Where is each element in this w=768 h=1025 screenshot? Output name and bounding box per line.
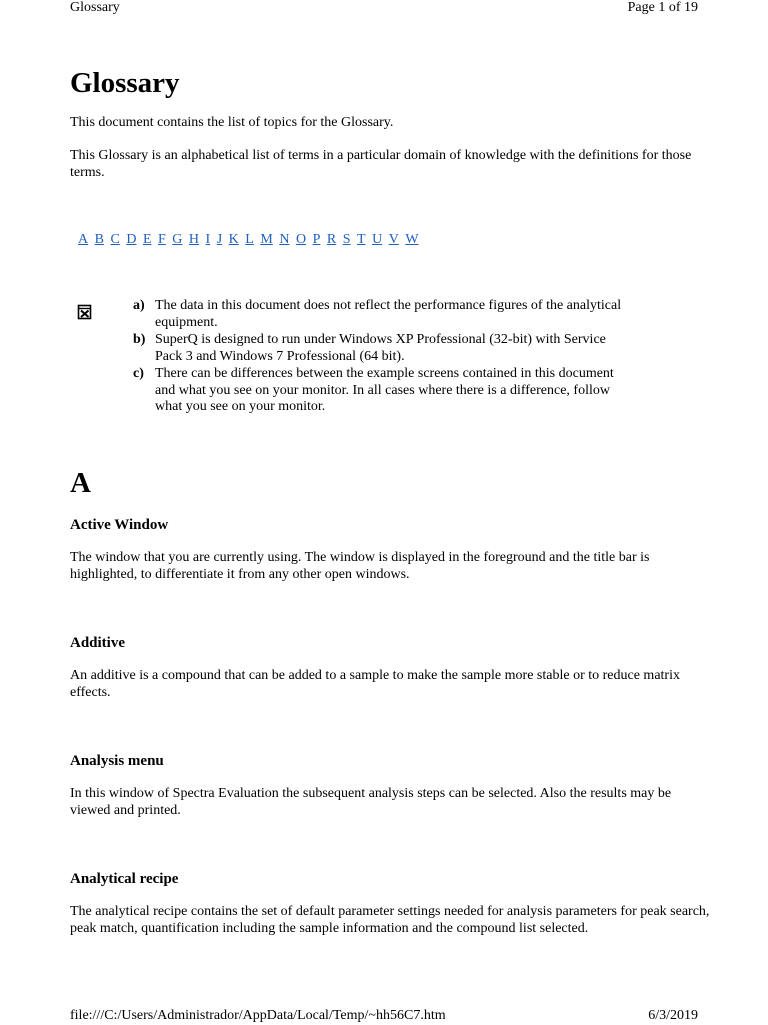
header-title: Glossary xyxy=(70,0,120,15)
note-item xyxy=(133,332,623,365)
intro-paragraph-2: This Glossary is an alphabetical list of terms in a particular domain of knowledge with the definitions for those terms. xyxy=(70,148,692,180)
alpha-link-j[interactable]: J xyxy=(216,232,223,247)
notes-list xyxy=(133,298,623,417)
note-label: a) xyxy=(133,298,145,313)
intro-paragraph-1: This document contains the list of topics for the Glossary. xyxy=(70,115,394,130)
note-item xyxy=(133,298,623,331)
alpha-link-f[interactable]: F xyxy=(158,232,166,247)
alpha-link-s[interactable]: S xyxy=(342,232,351,247)
alpha-link-m[interactable]: M xyxy=(260,232,273,247)
alpha-link-e[interactable]: E xyxy=(142,232,152,247)
alpha-link-n[interactable]: N xyxy=(279,232,290,247)
alpha-link-b[interactable]: B xyxy=(94,232,104,247)
note-text: SuperQ is designed to run under Windows XP Professional (32-bit) with Service Pack 3 and Windows 7 Professional (64 bit). xyxy=(155,332,606,364)
alpha-link-t[interactable]: T xyxy=(357,232,366,247)
term-definition: The analytical recipe contains the set of default parameter settings needed for analysis parameters for peak search, peak match, quantification including the sample information and the compound list selected. xyxy=(70,904,710,936)
term-definition: An additive is a compound that can be added to a sample to make the sample more stable or to reduce matrix effects. xyxy=(70,668,680,700)
note-x-icon xyxy=(77,304,92,320)
alpha-link-p[interactable]: P xyxy=(312,232,321,247)
alpha-link-k[interactable]: K xyxy=(228,232,239,247)
page-number: Page 1 of 19 xyxy=(627,0,698,15)
term-heading: Analytical recipe xyxy=(70,871,179,887)
note-text: The data in this document does not reflect the performance figures of the analytical equipment. xyxy=(155,298,622,330)
alphabet-index xyxy=(78,231,425,249)
note-item xyxy=(133,366,623,416)
alpha-link-l[interactable]: L xyxy=(245,232,254,247)
term-definition: The window that you are currently using. The window is displayed in the foreground and the title bar is highlighted, to differentiate it from any other open windows. xyxy=(70,550,650,582)
note-label: c) xyxy=(133,366,144,381)
alpha-link-d[interactable]: D xyxy=(126,232,137,247)
alpha-link-v[interactable]: V xyxy=(388,232,399,247)
alpha-link-g[interactable]: G xyxy=(172,232,183,247)
footer-file-path: file:///C:/Users/Administrador/AppData/Local/Temp/~hh56C7.htm xyxy=(70,1008,446,1023)
term-definition: In this window of Spectra Evaluation the subsequent analysis steps can be selected. Also the results may be viewed and printed. xyxy=(70,786,672,818)
term-heading: Additive xyxy=(70,635,126,651)
alpha-link-a[interactable]: A xyxy=(78,232,89,247)
alpha-link-h[interactable]: H xyxy=(188,232,200,247)
term-heading: Active Window xyxy=(70,517,169,533)
alpha-link-u[interactable]: U xyxy=(372,232,383,247)
alpha-link-w[interactable]: W xyxy=(405,232,419,247)
section-letter-heading: A xyxy=(70,467,91,499)
alpha-link-o[interactable]: O xyxy=(295,232,307,247)
note-text: There can be differences between the example screens contained in this document and what you see on your monitor. In all cases where there is a difference, follow what you see on your monitor. xyxy=(155,366,614,414)
footer-date: 6/3/2019 xyxy=(648,1008,698,1023)
alpha-link-r[interactable]: R xyxy=(326,232,337,247)
page-title: Glossary xyxy=(70,67,180,99)
alpha-link-c[interactable]: C xyxy=(110,232,120,247)
alpha-link-i[interactable]: I xyxy=(205,232,211,247)
term-heading: Analysis menu xyxy=(70,753,164,769)
note-label: b) xyxy=(133,332,146,347)
